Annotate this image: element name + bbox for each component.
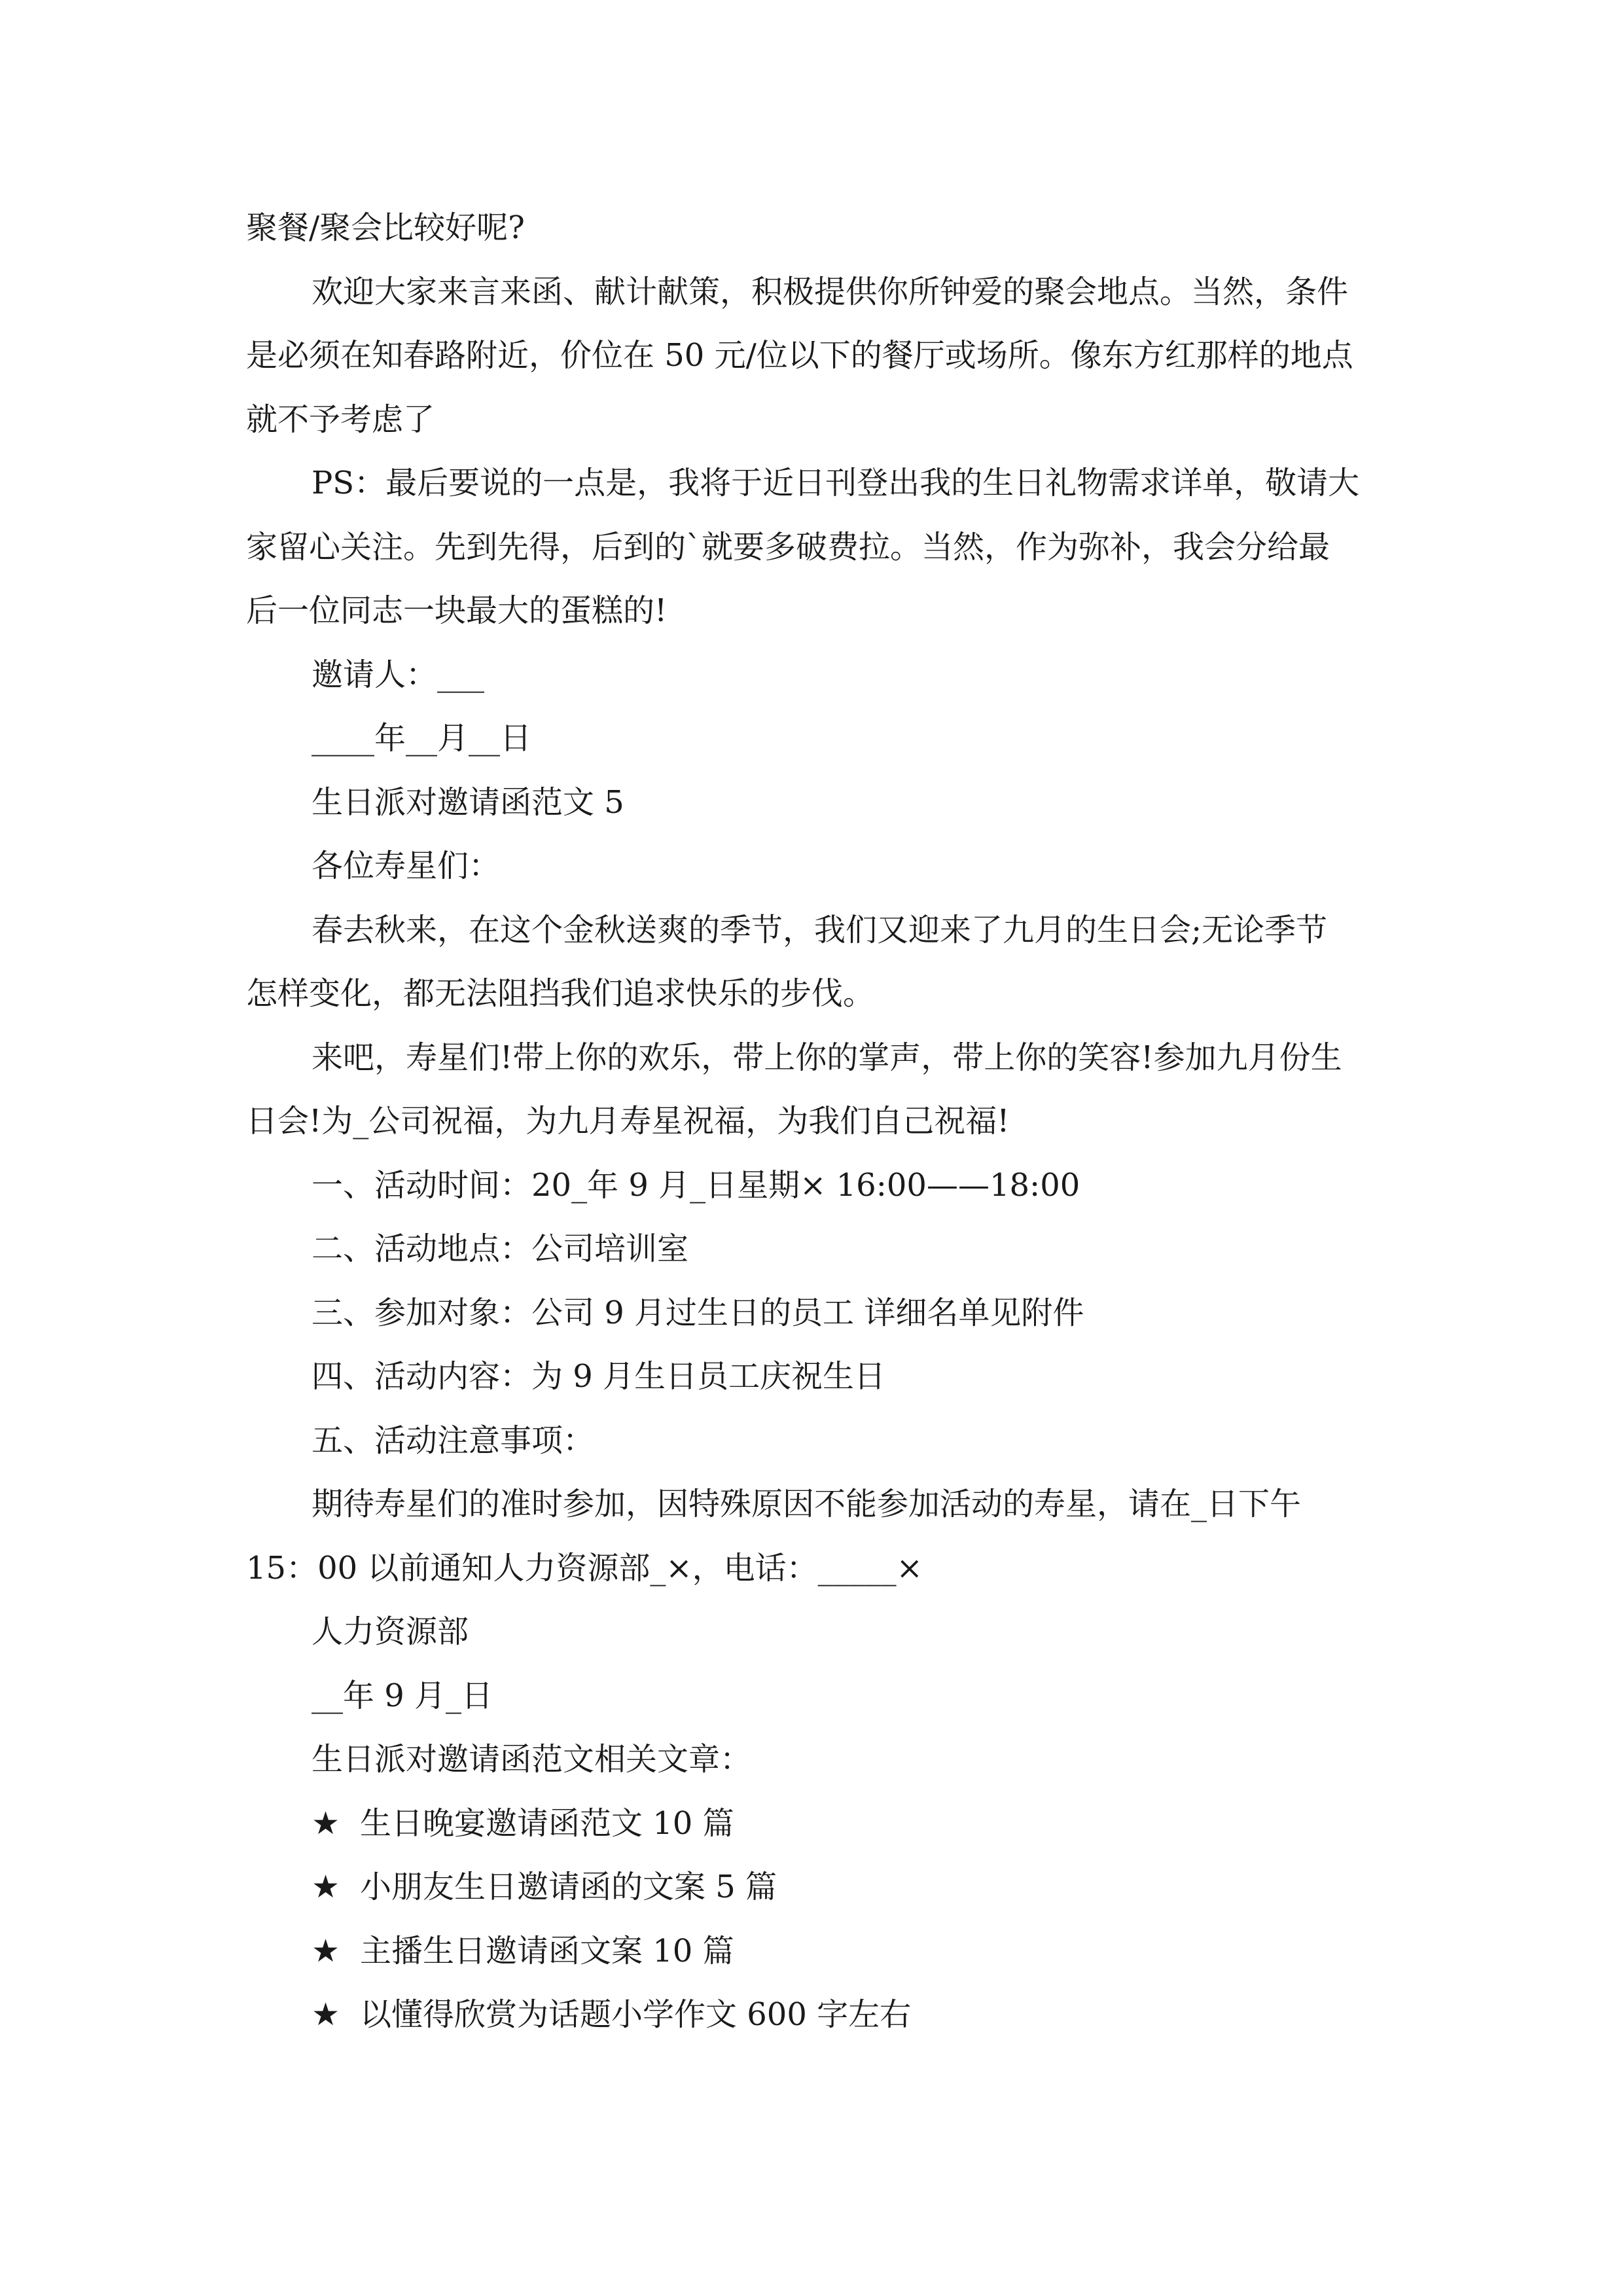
- paragraph-line: 就不予考虑了: [246, 401, 435, 438]
- star-icon: ★: [312, 1869, 340, 1905]
- paragraph-line: 来吧，寿星们!带上你的欢乐，带上你的掌声，带上你的笑容!参加九月份生: [312, 1039, 1342, 1076]
- related-link-label: 小朋友生日邀请函的文案 5 篇: [360, 1869, 777, 1905]
- related-link[interactable]: [246, 1856, 1382, 1920]
- related-link-label: 生日晚宴邀请函范文 10 篇: [360, 1804, 734, 1842]
- paragraph-line: 聚餐/聚会比较好呢?: [246, 209, 525, 246]
- related-heading: 生日派对邀请函范文相关文章：: [312, 1741, 752, 1778]
- related-link[interactable]: [246, 1983, 1382, 2047]
- activity-content: 四、活动内容：为 9 月生日员工庆祝生日: [312, 1358, 886, 1395]
- star-icon: ★: [312, 1996, 340, 2033]
- signature-department: 人力资源部: [312, 1613, 469, 1650]
- related-list: [246, 1792, 1382, 2047]
- related-link-label: 主播生日邀请函文案 10 篇: [360, 1932, 734, 1969]
- date-line: ____年__月__日: [312, 720, 532, 757]
- paragraph-line: 怎样变化，都无法阻挡我们追求快乐的步伐。: [246, 975, 875, 1012]
- activity-location: 二、活动地点：公司培训室: [312, 1230, 689, 1267]
- star-icon: ★: [312, 1804, 340, 1842]
- paragraph-line: PS：最后要说的一点是，我将于近日刊登出我的生日礼物需求详单，敬请大: [312, 465, 1360, 501]
- paragraph-line: 欢迎大家来言来函、献计献策，积极提供你所钟爱的聚会地点。当然，条件: [312, 273, 1349, 310]
- paragraph-line: 后一位同志一块最大的蛋糕的!: [246, 592, 668, 629]
- paragraph-line: 是必须在知春路附近，价位在 50 元/位以下的餐厅或场所。像东方红那样的地点: [246, 337, 1353, 374]
- related-link[interactable]: [246, 1920, 1382, 1984]
- related-link-label: 以懂得欣赏为话题小学作文 600 字左右: [360, 1996, 912, 2033]
- related-link[interactable]: [246, 1792, 1382, 1856]
- salutation: 各位寿星们：: [312, 848, 501, 884]
- paragraph-line: 期待寿星们的准时参加，因特殊原因不能参加活动的寿星，请在_日下午: [312, 1486, 1302, 1522]
- document-page: [246, 196, 1382, 2047]
- paragraph-line: 春去秋来，在这个金秋送爽的季节，我们又迎来了九月的生日会;无论季节: [312, 911, 1328, 948]
- activity-participants: 三、参加对象：公司 9 月过生日的员工 详细名单见附件: [312, 1294, 1084, 1331]
- star-icon: ★: [312, 1932, 340, 1969]
- paragraph-line: 15：00 以前通知人力资源部_×，电话：_____×: [246, 1549, 923, 1587]
- section-title: 生日派对邀请函范文 5: [312, 783, 624, 821]
- paragraph-line: 日会!为_公司祝福，为九月寿星祝福，为我们自己祝福!: [246, 1103, 1010, 1139]
- inviter-line: 邀请人：___: [312, 656, 485, 693]
- paragraph-line: 家留心关注。先到先得，后到的`就要多破费拉。当然，作为弥补，我会分给最: [246, 528, 1330, 565]
- signature-date: __年 9 月_日: [312, 1677, 493, 1714]
- activity-time: 一、活动时间：20_年 9 月_日星期× 16:00——18:00: [312, 1166, 1080, 1204]
- activity-notes-heading: 五、活动注意事项：: [312, 1422, 595, 1459]
